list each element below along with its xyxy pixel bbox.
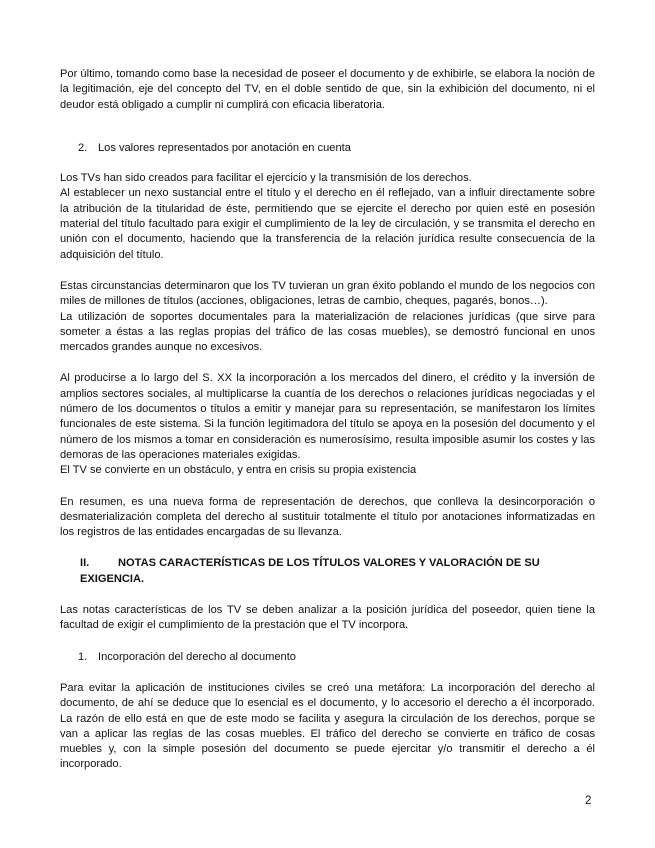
paragraph-metafora: Para evitar la aplicación de instituciones civiles se creó una metáfora: La incorporación del derecho al documento, de ahí se deduce que lo esencial es el documento, y lo accesorio el derecho a él incorporado. La razón de ello está en que de este modo se facilita y asegura la circulación de los derechos, porque se van a aplicar las reglas de las cosas muebles. El tráfico del derecho se convierte en tráfico de cosas muebles y, con la simple posesión del documento se puede ejercitar y/o transmitir el derecho a él incorporado.	[60, 681, 595, 771]
subheading-title: Incorporación del derecho al documento	[98, 650, 296, 663]
spacer	[60, 355, 595, 371]
document-page	[60, 67, 595, 773]
subheading-title: Los valores representados por anotación en cuenta	[98, 141, 351, 154]
paragraph-line: La utilización de soportes documentales para la materialización de relaciones jurídicas (que sirve para someter a éstas a las reglas propias del tráfico de las cosas muebles), se demostró funcional en unos mercados grandes aunque no excesivos.	[60, 310, 595, 354]
subheading-number: 2.	[78, 141, 88, 154]
paragraph-line: Los TVs han sido creados para facilitar el ejercicio y la transmisión de los derechos.	[60, 172, 472, 185]
paragraph-line: Estas circunstancias determinaron que los TV tuvieran un gran éxito poblando el mundo de los negocios con miles de millones de títulos (acciones, obligaciones, letras de cambio, cheques, pagarés, bonos…).	[60, 279, 595, 308]
paragraph-siglo-xx	[60, 371, 595, 478]
subheading-anotacion-en-cuenta	[60, 141, 595, 156]
paragraph-line: Al producirse a lo largo del S. XX la incorporación a los mercados del dinero, el crédito y la inversión de amplios sectores sociales, al multiplicarse la cuantía de los derechos o relaciones jurídicas negociadas y el número de los documentos o títulos a emitir y manejar para su representación, se manifestaron los límites funcionales de este sistema. Si la función legitimadora del título se apoya en la posesión del documento y el número de los mismos a tomar en consideración es numerosísimo, resulta imposible asumir los costes y las demoras de las operaciones materiales exigidas.	[60, 372, 595, 461]
spacer	[60, 587, 595, 603]
spacer	[60, 540, 595, 556]
section-heading-notas	[60, 556, 595, 587]
paragraph-line: El TV se convierte en un obstáculo, y entra en crisis su propia existencia	[60, 464, 417, 477]
spacer	[60, 263, 595, 279]
spacer	[60, 479, 595, 495]
subheading-number: 1.	[78, 650, 88, 663]
paragraph-circunstancias	[60, 279, 595, 355]
page-number: 2	[585, 795, 592, 807]
section-number: II.	[80, 557, 90, 570]
spacer	[60, 113, 595, 141]
subheading-incorporacion	[60, 650, 595, 665]
spacer	[60, 634, 595, 650]
spacer	[60, 665, 595, 681]
section-title: NOTAS CARACTERÍSTICAS DE LOS TÍTULOS VALORES Y VALORACIÓN DE SU EXIGENCIA.	[80, 557, 540, 585]
paragraph-tvs	[60, 171, 595, 263]
spacer	[60, 156, 595, 171]
paragraph-notas: Las notas características de los TV se deben analizar a la posición jurídica del poseedor, quien tiene la facultad de exigir el cumplimiento de la prestación que el TV incorpora.	[60, 604, 595, 632]
paragraph-intro: Por último, tomando como base la necesidad de poseer el documento y de exhibirle, se elabora la noción de la legitimación, eje del concepto del TV, en el doble sentido de que, sin la exhibición del documento, ni el deudor está obligado a cumplir ni cumplirá con eficacia liberatoria.	[60, 68, 595, 111]
paragraph-resumen: En resumen, es una nueva forma de representación de derechos, que conlleva la desincorporación o desmaterialización completa del derecho al sustituir totalmente el título por anotaciones informatizadas en los registros de las entidades encargadas de su llevanza.	[60, 495, 595, 539]
paragraph-line: Al establecer un nexo sustancial entre el título y el derecho en él reflejado, van a influir directamente sobre la atribución de la titularidad de éste, permitiendo que se ejercite el derecho por quien esté en posesión material del título facultado para exigir el cumplimiento de la ley de circulación, y se transmita el derecho en unión con el documento, haciendo que la transferencia de la relación jurídica resulte consecuencia de la adquisición del título.	[60, 187, 595, 261]
